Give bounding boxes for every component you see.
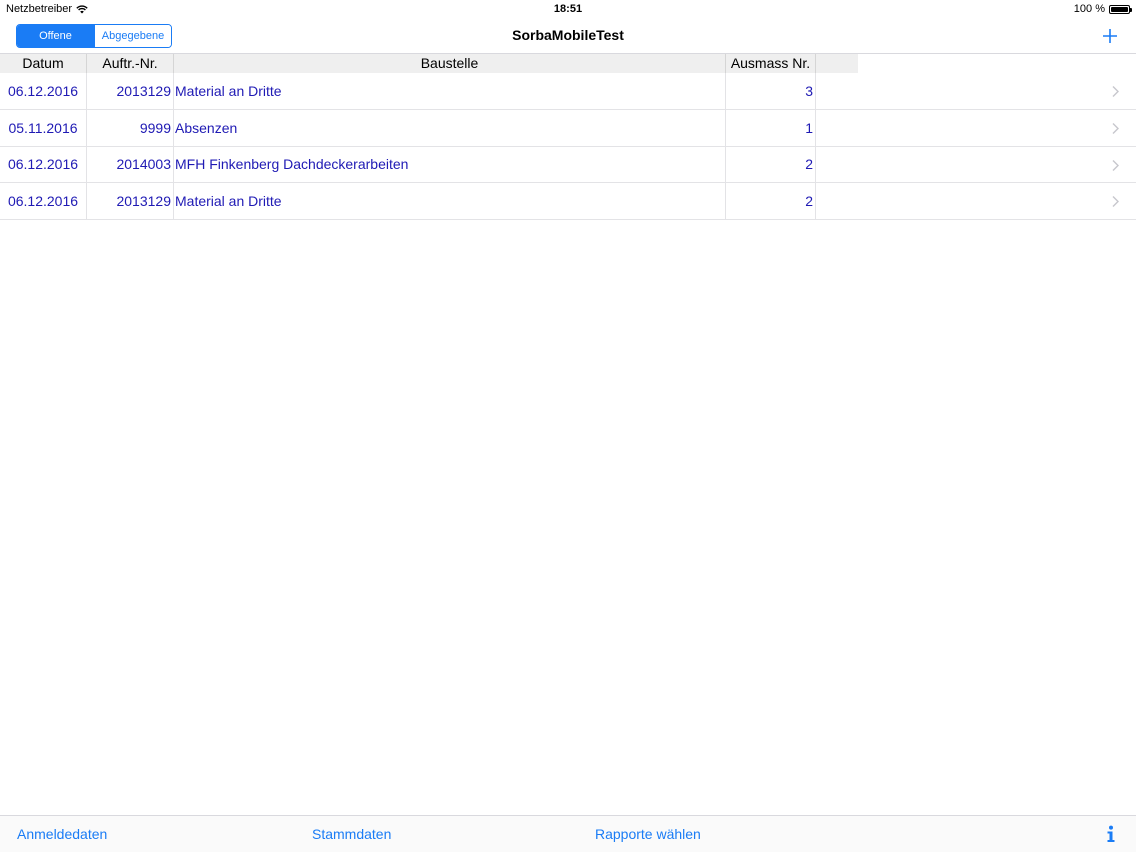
- cell-datum: 06.12.2016: [0, 73, 87, 109]
- plus-icon: [1102, 28, 1118, 44]
- table-row[interactable]: [0, 183, 1136, 220]
- segmented-control: [16, 24, 172, 48]
- cell-auftr-nr: 9999: [87, 110, 174, 146]
- battery-percent: 100 %: [1073, 3, 1105, 15]
- table-row[interactable]: [0, 147, 1136, 184]
- status-bar: [0, 0, 1136, 18]
- cell-ausmass-nr: 2: [726, 183, 816, 219]
- cell-ausmass-nr: 1: [726, 110, 816, 146]
- cell-ausmass-nr: 3: [726, 73, 816, 109]
- cell-baustelle: Absenzen: [174, 110, 726, 146]
- page-title: SorbaMobileTest: [512, 27, 624, 43]
- column-header-spacer: [816, 54, 858, 73]
- chevron-right-icon: [1111, 159, 1120, 172]
- table-header: [0, 54, 858, 73]
- cell-auftr-nr: 2013129: [87, 73, 174, 109]
- cell-baustelle: Material an Dritte: [174, 183, 726, 219]
- segment-offene[interactable]: Offene: [17, 25, 94, 47]
- chevron-right-icon: [1111, 85, 1120, 98]
- cell-auftr-nr: 2013129: [87, 183, 174, 219]
- table-row[interactable]: [0, 73, 1136, 110]
- cell-ausmass-nr: 2: [726, 147, 816, 183]
- cell-baustelle: MFH Finkenberg Dachdeckerarbeiten: [174, 147, 726, 183]
- status-time: 18:51: [553, 3, 583, 15]
- chevron-right-icon: [1111, 195, 1120, 208]
- anmeldedaten-button[interactable]: Anmeldedaten: [17, 826, 108, 842]
- carrier-label: Netzbetreiber: [6, 3, 73, 15]
- cell-auftr-nr: 2014003: [87, 147, 174, 183]
- cell-datum: 05.11.2016: [0, 110, 87, 146]
- column-header-baustelle[interactable]: Baustelle: [174, 54, 726, 73]
- status-right: [1074, 3, 1130, 15]
- column-header-ausmass-nr[interactable]: Ausmass Nr.: [726, 54, 816, 73]
- info-icon[interactable]: [1104, 825, 1118, 843]
- rapporte-waehlen-button[interactable]: Rapporte wählen: [595, 826, 701, 842]
- column-header-datum[interactable]: Datum: [0, 54, 87, 73]
- table-body: [0, 73, 1136, 220]
- table-row[interactable]: [0, 110, 1136, 147]
- chevron-right-icon: [1111, 122, 1120, 135]
- stammdaten-button[interactable]: Stammdaten: [312, 826, 392, 842]
- bottom-toolbar: [0, 815, 1136, 852]
- cell-datum: 06.12.2016: [0, 183, 87, 219]
- column-header-auftr-nr[interactable]: Auftr.-Nr.: [87, 54, 174, 73]
- add-button[interactable]: [1098, 24, 1122, 48]
- cell-baustelle: Material an Dritte: [174, 73, 726, 109]
- cell-datum: 06.12.2016: [0, 147, 87, 183]
- segment-abgegebene[interactable]: Abgegebene: [94, 25, 171, 47]
- battery-icon: [1109, 5, 1130, 14]
- navigation-bar: [0, 18, 1136, 54]
